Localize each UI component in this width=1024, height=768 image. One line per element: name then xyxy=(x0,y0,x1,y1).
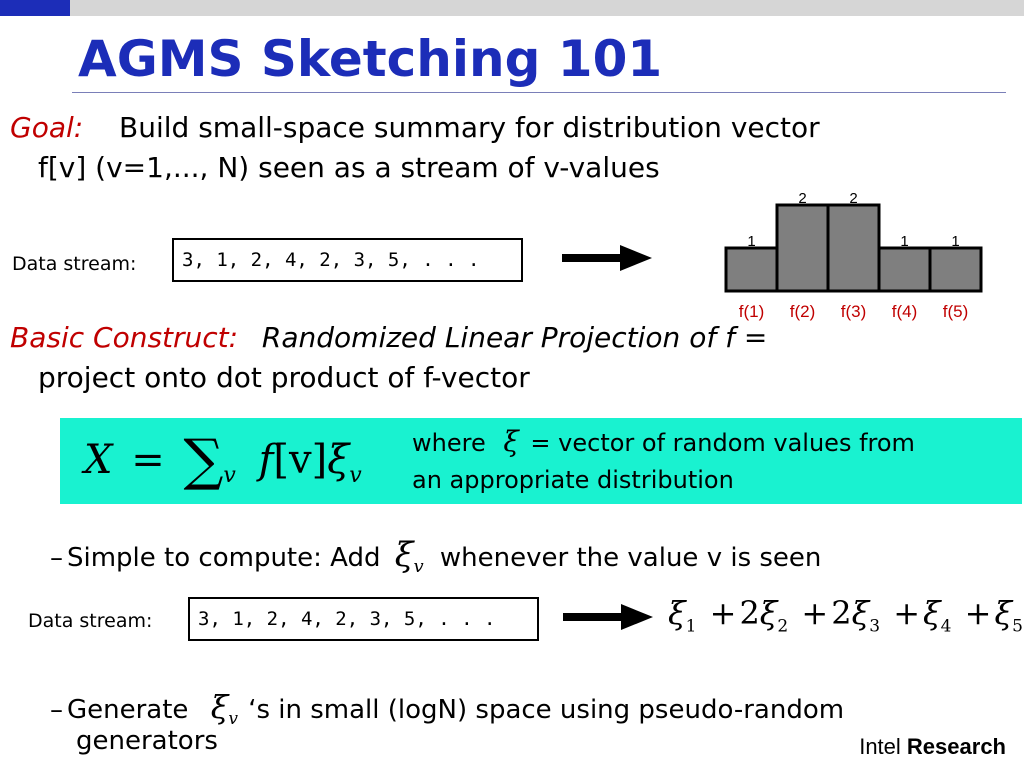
histogram-f-label: f(2) xyxy=(789,302,816,321)
footer-brand: Intel xyxy=(859,734,901,759)
construct-text-1: Randomized Linear Projection of f = xyxy=(261,321,768,354)
slide-title: AGMS Sketching 101 xyxy=(78,30,663,88)
where-line-1 xyxy=(412,424,915,461)
sum-plus-4: + xyxy=(964,594,992,632)
formula-xi-sub: v xyxy=(349,463,362,488)
histogram-count-label: 2 xyxy=(798,190,807,207)
formula-eq: = xyxy=(131,437,165,483)
histogram-bar xyxy=(777,205,828,291)
sum-xi-2: ξ xyxy=(759,594,778,632)
bullet-1-text-after: whenever the value v is seen xyxy=(439,543,822,573)
formula-bracket: [v] xyxy=(273,437,328,483)
bullet-1-xi-sub: v xyxy=(413,556,424,578)
top-gray-bar xyxy=(70,0,1024,16)
sum-sub-1: 1 xyxy=(685,616,697,637)
footer-brand-bold: Research xyxy=(906,734,1006,759)
formula-x: X xyxy=(84,437,113,483)
formula-xi: ξ xyxy=(327,437,350,483)
projection-formula xyxy=(84,428,362,493)
sum-sub-3: 3 xyxy=(869,616,881,637)
where-prefix: where xyxy=(412,429,486,457)
footer-logo xyxy=(859,734,1006,760)
histogram-count-label: 1 xyxy=(747,233,756,250)
construct-line-1 xyxy=(10,318,767,358)
sum-plus-2: + xyxy=(801,594,829,632)
histogram-bar xyxy=(930,248,981,291)
data-stream-box-2: 3, 1, 2, 4, 2, 3, 5, . . . xyxy=(188,597,539,641)
bullet-1-dash: – xyxy=(50,543,63,573)
arrow-right-icon xyxy=(563,602,655,632)
construct-text-2: project onto dot product of f-vector xyxy=(38,361,530,394)
sum-xi-4: ξ xyxy=(923,594,941,632)
bullet-1-text-before: Simple to compute: Add xyxy=(67,543,381,573)
bullet-2-text-after: ‘s in small (logN) space using pseudo-random xyxy=(248,695,845,725)
goal-line-1 xyxy=(10,108,820,148)
where-xi: ξ xyxy=(503,425,519,458)
histogram-bar xyxy=(879,248,930,291)
formula-sum: ∑ xyxy=(183,428,224,493)
histogram-f-label: f(1) xyxy=(738,302,765,321)
sum-xi-1: ξ xyxy=(668,594,686,632)
sum-sub-5: 5 xyxy=(1012,616,1023,637)
data-stream-label-1: Data stream: xyxy=(12,253,137,275)
sum-plus-3: + xyxy=(893,594,921,632)
histogram-count-label: 2 xyxy=(849,190,858,207)
sketch-sum-expression xyxy=(668,594,1023,636)
bullet-2-dash: – xyxy=(50,695,63,725)
top-accent-bar xyxy=(0,0,70,16)
data-stream-box-1: 3, 1, 2, 4, 2, 3, 5, . . . xyxy=(172,238,523,282)
sum-coef-2: 2 xyxy=(739,594,760,632)
histogram-count-label: 1 xyxy=(900,233,909,250)
bullet-1 xyxy=(50,535,821,577)
bullet-2-text-before: Generate xyxy=(67,695,189,725)
bullet-1-xi: ξ xyxy=(394,535,414,575)
sum-sub-4: 4 xyxy=(940,616,952,637)
construct-label: Basic Construct: xyxy=(10,321,239,354)
histogram xyxy=(720,185,1000,325)
data-stream-label-2: Data stream: xyxy=(28,610,153,632)
sum-xi-3: ξ xyxy=(851,594,870,632)
sum-coef-3: 2 xyxy=(831,594,852,632)
bullet-2 xyxy=(50,688,844,729)
goal-text-1: Build small-space summary for distribution vector xyxy=(119,111,820,144)
where-rest: = vector of random values from xyxy=(530,429,915,457)
sum-plus-1: + xyxy=(709,594,737,632)
where-line-2: an appropriate distribution xyxy=(412,466,734,494)
goal-text-2: f[v] (v=1,..., N) seen as a stream of v-values xyxy=(38,151,660,184)
formula-f: f xyxy=(258,437,274,483)
bullet-2-xi-sub: v xyxy=(228,709,238,730)
formula-sum-sub: v xyxy=(223,463,236,488)
histogram-f-label: f(4) xyxy=(891,302,918,321)
histogram-f-label: f(3) xyxy=(840,302,867,321)
sum-xi-5: ξ xyxy=(994,594,1013,632)
goal-label: Goal: xyxy=(10,111,84,144)
histogram-bar xyxy=(828,205,879,291)
title-divider xyxy=(72,92,1006,93)
bullet-2-line-2: generators xyxy=(76,726,218,756)
histogram-f-label: f(5) xyxy=(942,302,969,321)
histogram-count-label: 1 xyxy=(951,233,960,250)
histogram-bar xyxy=(726,248,777,291)
arrow-right-icon xyxy=(562,243,654,273)
sum-sub-2: 2 xyxy=(777,616,789,637)
bullet-2-xi: ξ xyxy=(210,688,229,726)
